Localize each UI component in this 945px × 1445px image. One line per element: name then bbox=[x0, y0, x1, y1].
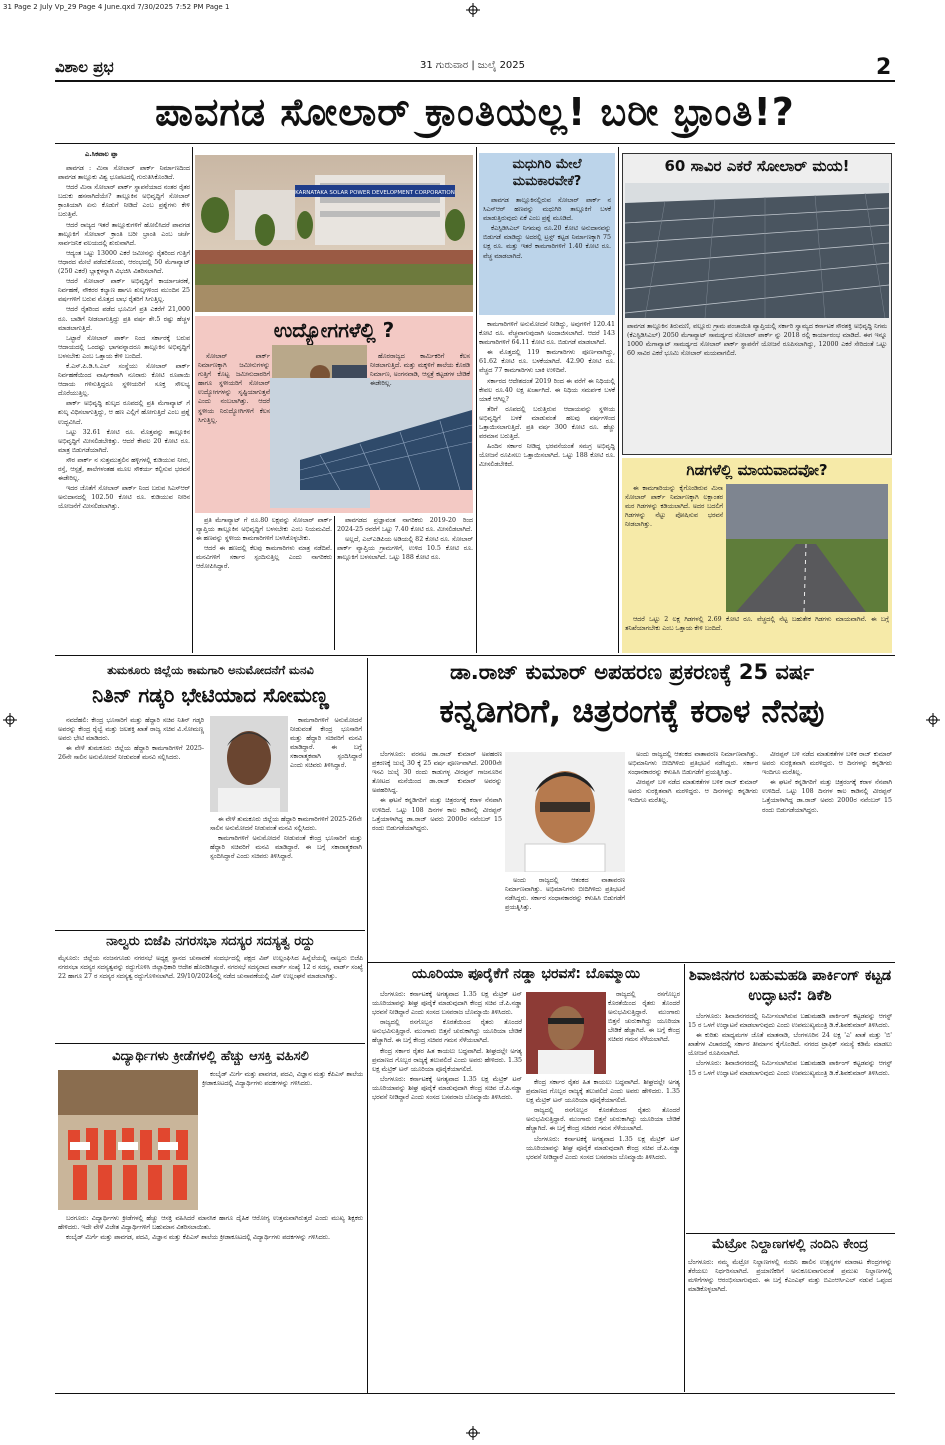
students-headline: ವಿದ್ಯಾರ್ಥಿಗಳು ಕ್ರೀಡೆಗಳಲ್ಲಿ ಹೆಚ್ಚು ಆಸಕ್ತಿ ವಹಿಸಲಿ bbox=[112, 1049, 309, 1064]
paragraph: ಆದ್ಯಂತ ಒಟ್ಟು 13000 ಎಕರೆ ಜಮೀನನ್ನು ರೈತರಿಂದ ಗುತ್ತಿಗೆ ಆಧಾರದ ಮೇಲೆ ಪಡೆದುಕೊಂಡು, ಆರಂಭದಲ್ಲಿ 50 ಮೆಗಾವ್ಯಾಟ್ (250 ಎಕರೆ) ಬ್ಲಾಕ್ಗಳನ್ನಾಗಿ ವಿಭಜಿಸಿ ವಿತರಿಸಲಾಗಿದೆ. bbox=[58, 249, 190, 276]
building-sign: KARNATAKA SOLAR POWER DEVELOPMENT CORPORATION bbox=[295, 190, 455, 196]
lead-lower-column-1 bbox=[196, 516, 332, 648]
paragraph: ಸರ್ಕಾರದ ಆದೇಶದಂತೆ 2019 ರಿಂದ ಈ ವರೆಗೆ ಈ ನಿಧಿಯಲ್ಲಿ ಕೇವಲ ರೂ.40 ಲಕ್ಷ ಖರ್ಚಾಗಿದೆ. ಈ ನಿಧಿಯ ಸಮರ್ಪಕ ಬಳಕೆ ಯಾಕೆ ಆಗಿಲ್ಲ? bbox=[479, 377, 615, 403]
page-number: 2 bbox=[876, 55, 892, 80]
paragraph: ಕಂಬೈಡ್ ಮಿರ್ಗೆ ಮತ್ತು ಪಾವಗಡ, ಪದವಿ, ವಿಜ್ಞಾನ ಮತ್ತು ಕೆಪಿಎಸ್ ಶಾಲೆಯ ಕ್ರೀಡಾಕೂಟದಲ್ಲಿ ವಿದ್ಯಾರ್ಥಿಗಳು ಪದಕಗಳನ್ನು ಗಳಿಸಿದರು. bbox=[66, 1234, 330, 1242]
paragraph: ಈ ಘಟನೆ ಕನ್ನಡಿಗರಿಗೆ ಮತ್ತು ಚಿತ್ರರಂಗಕ್ಕೆ ಕರಾಳ ನೆನಪಾಗಿ ಉಳಿದಿದೆ. ಒಟ್ಟು 108 ದಿನಗಳ ಕಾಲ ಕಾಡಿನಲ್ಲಿ ವೀರಪ್ಪನ್ ಒತ್ತೆಯಾಳಾಗಿದ್ದ ಡಾ.ರಾಜ್ ಅವರು 2000ರ ನವೆಂಬರ್ 15 ರಂದು ಬಿಡುಗಡೆಯಾಗಿದ್ದರು. bbox=[762, 779, 892, 814]
students-text-1 bbox=[202, 1070, 363, 1210]
bommai-photo bbox=[526, 992, 606, 1074]
paragraph: ಆದರೆ ಈ ಹಣದಲ್ಲಿ ಕೆಲವು ಕಾಮಗಾರಿಗಳು ಮಾತ್ರ ನಡೆದಿವೆ. ಮನವಿಗಳಿಗೆ ಸರ್ಕಾರ ಸ್ಪಂದಿಸುತ್ತಿಲ್ಲ ಎಂದು ನಾಗರಿಕರು ಆರೋಪಿಸಿದ್ದಾರೆ. bbox=[196, 545, 332, 571]
paragraph: ಕೇಂದ್ರ ಸರ್ಕಾರ ರೈತರ ಹಿತ ಕಾಯಲು ಬದ್ಧವಾಗಿದೆ. ಶೀಘ್ರದಲ್ಲೇ ಅಗತ್ಯ ಪ್ರಮಾಣದ ಗೊಬ್ಬರ ರಾಜ್ಯಕ್ಕೆ ತಲುಪಲಿದೆ ಎಂದು ಅವರು ಹೇಳಿದರು. 1.35 ಲಕ್ಷ ಮೆಟ್ರಿಕ್ ಟನ್ ಯೂರಿಯಾ ಪೂರೈಕೆಯಾಗಲಿದೆ. bbox=[526, 1079, 680, 1105]
udyoga-text-2 bbox=[370, 352, 470, 507]
paragraph: ಬೆಂಗಳೂರು: ಕರ್ನಾಟಕಕ್ಕೆ ಅಗತ್ಯವಾದ 1.35 ಲಕ್ಷ ಮೆಟ್ರಿಕ್ ಟನ್ ಯೂರಿಯಾವನ್ನು ಶೀಘ್ರ ಪೂರೈಕೆ ಮಾಡುವುದಾಗಿ ಕೇಂದ್ರ ಸಚಿವ ಜೆ.ಪಿ.ನಡ್ಡಾ ಭರವಸೆ ನೀಡಿದ್ದಾರೆ ಎಂದು ಸಂಸದ ಬಸವರಾಜ ಬೊಮ್ಮಾಯಿ ತಿಳಿಸಿದರು. bbox=[372, 1075, 522, 1102]
urea-column-1 bbox=[372, 990, 522, 1390]
road-photo bbox=[726, 484, 888, 612]
paragraph: ಕೆ.ಎಸ್.ಪಿ.ಡಿ.ಸಿ.ಎಲ್ ಸಂಸ್ಥೆಯು ಸೋಲಾರ್ ಪಾರ್ಕ್ ನಿರ್ವಹಣೆಯಿಂದ ವಾರ್ಷಿಕವಾಗಿ ನೂರಾರು ಕೋಟಿ ರೂಪಾಯಿ ಆದಾಯ ಗಳಿಸುತ್ತಿದ್ದರೂ ಸ್ಥಳೀಯರಿಗೆ ಸೂಕ್ತ ಸೌಲಭ್ಯ ದೊರೆಯುತ್ತಿಲ್ಲ. bbox=[58, 362, 190, 398]
urea-headline: ಯೂರಿಯಾ ಪೂರೈಕೆಗೆ ನಡ್ಡಾ ಭರವಸೆ: ಬೊಮ್ಮಾಯಿ bbox=[411, 966, 641, 982]
issue-date: 31 ಗುರುವಾರ | ಜುಲೈ 2025 bbox=[420, 60, 526, 71]
rajkumar-photo bbox=[505, 752, 625, 872]
paragraph: ಅಂದು ರಾಜ್ಯದಲ್ಲಿ ಆತಂಕದ ವಾತಾವರಣ ನಿರ್ಮಾಣವಾಗಿತ್ತು. ಅಭಿಮಾನಿಗಳು ಬೀದಿಗಿಳಿದು ಪ್ರತಿಭಟನೆ ನಡೆಸಿದ್ದರು. ಸರ್ಕಾರ ಸಂಧಾನಕಾರರನ್ನು ಕಳುಹಿಸಿ ಬಿಡುಗಡೆಗೆ ಪ್ರಯತ್ನಿಸಿತ್ತು. bbox=[628, 751, 758, 777]
gida-heading: ಗಿಡಗಳೆಲ್ಲಿ ಮಾಯವಾದವೋ? bbox=[686, 461, 828, 479]
rajkumar-column-1 bbox=[372, 750, 502, 958]
udyoga-heading: ಉದ್ಯೋಗಗಳೆಲ್ಲಿ ? bbox=[273, 318, 395, 342]
paragraph: ವೀರಪ್ಪನ್ ಬಳಿ ನಡೆದ ಮಾತುಕತೆಗಳ ಬಳಿಕ ರಾಜ್ ಕುಮಾರ್ ಅವರು ಸುರಕ್ಷಿತವಾಗಿ ಮರಳಿದ್ದರು. ಆ ದಿನಗಳನ್ನು ಕನ್ನಡಿಗರು ಇಂದಿಗೂ ಮರೆತಿಲ್ಲ. bbox=[762, 751, 892, 777]
shivaji-text bbox=[688, 1012, 892, 1230]
paragraph: ತೆರಿಗೆ ರೂಪದಲ್ಲಿ ಬರುತ್ತಿರುವ ಆದಾಯವನ್ನು ಸ್ಥಳೀಯ ಅಭಿವೃದ್ಧಿಗೆ ಬಳಕೆ ಮಾಡುವಂತೆ ಹಲವು ವರ್ಷಗಳಿಂದ ಒತ್ತಾಯಿಸಲಾಗುತ್ತಿದೆ. ಪ್ರತಿ ವರ್ಷ 300 ಕೋಟಿ ರೂ. ಹೆಚ್ಚು ವರಮಾನ ಬರುತ್ತಿದೆ. bbox=[479, 405, 615, 441]
paragraph: ಆದರೆ ರೈತರಿಂದ ಪಡೆದ ಭೂಮಿಗೆ ಪ್ರತಿ ಎಕರೆಗೆ 21,000 ರೂ. ಬಾಡಿಗೆ ನೀಡಲಾಗುತ್ತಿದ್ದು ಪ್ರತಿ ವರ್ಷ ಶೇ.5 ರಷ್ಟು ಹೆಚ್ಚಳ ಮಾಡಲಾಗುತ್ತಿದೆ. bbox=[58, 306, 190, 332]
paragraph: ಪ್ರತಿ ಮೆಗಾವ್ಯಾಟ್ ಗೆ ರೂ.80 ಲಕ್ಷವನ್ನು ಸೋಲಾರ್ ಪಾರ್ಕ್ ವ್ಯಾಪ್ತಿಯ ತಾಲ್ಲೂಕಿನ ಅಭಿವೃದ್ಧಿಗೆ ಬಳಸಬೇಕು ಎಂಬ ನಿಯಮವಿದೆ. ಈ ಹಣವನ್ನು ಸ್ಥಳೀಯ ಕಾಮಗಾರಿಗಳಿಗೆ ಬಳಸಿಕೊಳ್ಳಬೇಕು. bbox=[196, 517, 332, 543]
paragraph: ಪಾವಗಡ : ಮಿನಾ ಸೋಲಾರ್ ಪಾರ್ಕ್ ನಿರ್ಮಾಣದಿಂದ ಪಾವಗಡ ತಾಲ್ಲೂಕು ವಿಶ್ವ ಭೂಪಟದಲ್ಲಿ ಗುರುತಿಸಿಕೊಂಡಿದೆ. bbox=[58, 165, 190, 182]
paragraph: ಈ ಘಟನೆ ಕನ್ನಡಿಗರಿಗೆ ಮತ್ತು ಚಿತ್ರರಂಗಕ್ಕೆ ಕರಾಳ ನೆನಪಾಗಿ ಉಳಿದಿದೆ. ಒಟ್ಟು 108 ದಿನಗಳ ಕಾಲ ಕಾಡಿನಲ್ಲಿ ವೀರಪ್ಪನ್ ಒತ್ತೆಯಾಳಾಗಿದ್ದ ಡಾ.ರಾಜ್ ಅವರು 2000ರ ನವೆಂಬರ್ 15 ರಂದು ಬಿಡುಗಡೆಯಾಗಿದ್ದರು. bbox=[372, 797, 502, 832]
paragraph: ಹಿಂದಿನ ಸರ್ಕಾರ ನೀಡಿದ್ದ ಭರವಸೆಯಂತೆ ಸಮಗ್ರ ಅಭಿವೃದ್ಧಿ ಯೋಜನೆ ರೂಪಿಸಲು ಒತ್ತಾಯಿಸಲಾಗಿದೆ. ಒಟ್ಟು 188 ಕೋಟಿ ರೂ. ಮೀಸಲಿಡಬೇಕಿದೆ. bbox=[479, 443, 615, 469]
paragraph: ಬೆಂಗಳೂರು: ಶಿವಾಜಿನಗರದಲ್ಲಿ ನಿರ್ಮಿಸಲಾಗಿರುವ ಬಹುಮಹಡಿ ಪಾರ್ಕಿಂಗ್ ಕಟ್ಟಡವನ್ನು ಆಗಸ್ಟ್ 15 ರ ಒಳಗೆ ಉದ್ಘಾಟನೆ ಮಾಡಲಾಗುವುದು ಎಂದು ಉಪಮುಖ್ಯಮಂತ್ರಿ ಡಿ.ಕೆ.ಶಿವಕುಮಾರ್ ತಿಳಿಸಿದರು. bbox=[688, 1013, 892, 1030]
tumkur-kicker: ತುಮಕೂರು ಜಿಲ್ಲೆಯ ಕಾಮಗಾರಿ ಅನುಮೋದನೆಗೆ ಮನವಿ bbox=[107, 663, 314, 677]
paragraph: ಈ ವೇಳೆ ತುಮಕೂರು ಜಿಲ್ಲೆಯ ಹೆದ್ದಾರಿ ಕಾಮಗಾರಿಗಳಿಗೆ 2025-26ನೇ ಸಾಲಿನ ಅನುಮೋದನೆ ನೀಡುವಂತೆ ಮನವಿ ಸಲ್ಲಿಸಿದರು. bbox=[210, 816, 362, 833]
students-text-2 bbox=[58, 1214, 363, 1392]
registration-mark-icon bbox=[466, 3, 480, 17]
madhugiri-heading: ಮಧುಗಿರಿ ಮೇಲೆ ಮಮಕಾರವೇಕೆ? bbox=[512, 157, 582, 189]
paragraph: ಸೋಲಾರ್ ಪಾರ್ಕ್ ನಿರ್ಮಾಣಕ್ಕಾಗಿ ಜಮೀನುಗಳನ್ನು ಗುತ್ತಿಗೆ ಕೊಟ್ಟ ಜಮೀನುದಾರರಿಗೆ ಹಾಗೂ ಸ್ಥಳೀಯರಿಗೆ ಸೋಲಾರ್ ಉದ್ಯೋಗಗಳನ್ನು ಸೃಷ್ಟಿಯಾಗುತ್ತವೆ ಎಂದು ನಂಬಲಾಗಿತ್ತು. ಆದರೆ ಸ್ಥಳೀಯ ನಿರುದ್ಯೋಗಿಗಳಿಗೆ ಕೆಲಸ ಸಿಗುತ್ತಿಲ್ಲ. bbox=[198, 353, 270, 424]
paragraph: ಆದರೆ ಒಟ್ಟು 2 ಲಕ್ಷ ಗಿಡಗಳಲ್ಲಿ 2.69 ಕೋಟಿ ರೂ. ವೆಚ್ಚದಲ್ಲಿ ನೆಟ್ಟ ಬಹುತೇಕ ಗಿಡಗಳು ಮಾಯವಾಗಿವೆ. ಈ ಬಗ್ಗೆ ತನಿಖೆಯಾಗಬೇಕು ಎಂಬ ಒತ್ತಾಯ ಕೇಳಿ ಬಂದಿದೆ. bbox=[625, 616, 889, 633]
rajkumar-kicker: ಡಾ.ರಾಜ್ ಕುಮಾರ್ ಅಪಹರಣ ಪ್ರಕರಣಕ್ಕೆ 25 ವರ್ಷ bbox=[449, 660, 815, 684]
paragraph: ಬೆಂಗಳೂರು: ಶಿವಾಜಿನಗರದಲ್ಲಿ ನಿರ್ಮಿಸಲಾಗಿರುವ ಬಹುಮಹಡಿ ಪಾರ್ಕಿಂಗ್ ಕಟ್ಟಡವನ್ನು ಆಗಸ್ಟ್ 15 ರ ಒಳಗೆ ಉದ್ಘಾಟನೆ ಮಾಡಲಾಗುವುದು ಎಂದು ಉಪಮುಖ್ಯಮಂತ್ರಿ ಡಿ.ಕೆ.ಶಿವಕುಮಾರ್ ತಿಳಿಸಿದರು. bbox=[688, 1060, 892, 1077]
solar-field-photo bbox=[625, 183, 889, 318]
paragraph: ಬೆಂಗಳೂರು: ಕರ್ನಾಟಕಕ್ಕೆ ಅಗತ್ಯವಾದ 1.35 ಲಕ್ಷ ಮೆಟ್ರಿಕ್ ಟನ್ ಯೂರಿಯಾವನ್ನು ಶೀಘ್ರ ಪೂರೈಕೆ ಮಾಡುವುದಾಗಿ ಕೇಂದ್ರ ಸಚಿವ ಜೆ.ಪಿ.ನಡ್ಡಾ ಭರವಸೆ ನೀಡಿದ್ದಾರೆ ಎಂದು ಸಂಸದ ಬಸವರಾಜ ಬೊಮ್ಮಾಯಿ ತಿಳಿಸಿದರು. bbox=[526, 1135, 680, 1161]
paragraph: ಪಾವಗಡದ ಪ್ರಜ್ಞಾವಂತ ನಾಗರಿಕರು 2019-20 ರಿಂದ 2024-25 ರವರೆಗೆ ಒಟ್ಟು 7.40 ಕೋಟಿ ರೂ. ಮೀಸಲಿಡಲಾಗಿದೆ. bbox=[337, 517, 473, 534]
madhugiri-column bbox=[479, 320, 615, 648]
tumkur-column-3 bbox=[210, 815, 362, 928]
paragraph: ಕಾಮಗಾರಿಗಳಿಗೆ ಅನುಮೋದನೆ ನೀಡುವಂತೆ ಕೇಂದ್ರ ಭೂಸಾರಿಗೆ ಮತ್ತು ಹೆದ್ದಾರಿ ಸಚಿವರಿಗೆ ಮನವಿ ಮಾಡಿದ್ದಾರೆ. ಈ ಬಗ್ಗೆ ಸಕಾರಾತ್ಮಕವಾಗಿ ಸ್ಪಂದಿಸಿದ್ದಾರೆ ಎಂದು ಸಚಿವರು ತಿಳಿಸಿದ್ದಾರೆ. bbox=[290, 717, 362, 770]
paragraph: ಈ ಮೊತ್ತದಲ್ಲಿ 119 ಕಾಮಗಾರಿಗಳು ಪೂರ್ಣವಾಗಿದ್ದು, 61.62 ಕೋಟಿ ರೂ. ಬಳಕೆಯಾಗಿದೆ. 42.90 ಕೋಟಿ ರೂ. ವೆಚ್ಚದ 77 ಕಾಮಗಾರಿಗಳು ಬಾಕಿ ಉಳಿದಿವೆ. bbox=[479, 349, 615, 375]
paragraph: ಸೌರ ಪಾರ್ಕ್ ನ ಸುತ್ತಮುತ್ತಲಿನ ಹಳ್ಳಿಗಳಲ್ಲಿ ಕುಡಿಯುವ ನೀರು, ರಸ್ತೆ, ಆಸ್ಪತ್ರೆ, ಶಾಲೆಗಳಂತಹ ಮೂಲ ಸೌಕರ್ಯ ಕಲ್ಪಿಸುವ ಭರವಸೆ ಈಡೇರಿಲ್ಲ. bbox=[58, 456, 190, 483]
paragraph: ಪಾರ್ಕ್ ಅಭಿವೃದ್ಧಿ ಶುಲ್ಕದ ರೂಪದಲ್ಲಿ ಪ್ರತಿ ಮೆಗಾವ್ಯಾಟ್ ಗೆ ಶುಲ್ಕ ವಿಧಿಸಲಾಗುತ್ತಿದ್ದು, ಆ ಹಣ ಎಲ್ಲಿಗೆ ಹೋಗುತ್ತಿದೆ ಎಂಬ ಪ್ರಶ್ನೆ ಉದ್ಭವಿಸಿದೆ. bbox=[58, 400, 190, 426]
paragraph: ಕಾಮಗಾರಿಗಳಿಗೆ ಅನುಮೋದನೆ ನೀಡುವಂತೆ ಕೇಂದ್ರ ಭೂಸಾರಿಗೆ ಮತ್ತು ಹೆದ್ದಾರಿ ಸಚಿವರಿಗೆ ಮನವಿ ಮಾಡಿದ್ದಾರೆ. ಈ ಬಗ್ಗೆ ಸಕಾರಾತ್ಮಕವಾಗಿ ಸ್ಪಂದಿಸಿದ್ದಾರೆ ಎಂದು ಸಚಿವರು ತಿಳಿಸಿದ್ದಾರೆ. bbox=[210, 835, 362, 861]
somanna-photo bbox=[210, 716, 288, 812]
paragraph: ಆದರೆ ರಾಜ್ಯದ ಇತರೆ ತಾಲ್ಲೂಕುಗಳಿಗೆ ಹೋಲಿಸಿದರೆ ಪಾವಗಡ ತಾಲ್ಲೂಕಿಗೆ ಸೋಲಾರ್ ಕ್ರಾಂತಿ ಬರೀ ಭ್ರಾಂತಿ ಎಂಬ ಚರ್ಚೆ ಸಾರ್ವಜನಿಕ ವಲಯದಲ್ಲಿ ಶುರುವಾಗಿದೆ. bbox=[58, 221, 190, 247]
paragraph: ಕೇಂದ್ರ ಸರ್ಕಾರ ರೈತರ ಹಿತ ಕಾಯಲು ಬದ್ಧವಾಗಿದೆ. ಶೀಘ್ರದಲ್ಲೇ ಅಗತ್ಯ ಪ್ರಮಾಣದ ಗೊಬ್ಬರ ರಾಜ್ಯಕ್ಕೆ ತಲುಪಲಿದೆ ಎಂದು ಅವರು ಹೇಳಿದರು. 1.35 ಲಕ್ಷ ಮೆಟ್ರಿಕ್ ಟನ್ ಯೂರಿಯಾ ಪೂರೈಕೆಯಾಗಲಿದೆ. bbox=[372, 1047, 522, 1073]
shivaji-headline: ಶಿವಾಜಿನಗರ ಬಹುಮಹಡಿ ಪಾರ್ಕಿಂಗ್ ಕಟ್ಟಡ ಉದ್ಘಾಟನೆ: ಡಿಕೆಶಿ bbox=[688, 968, 892, 1004]
paragraph: ಹೊರರಾಜ್ಯದ ಕಾರ್ಮಿಕರಿಗೆ ಕೆಲಸ ನೀಡಲಾಗುತ್ತಿದೆ. ಮತ್ತು ಮಕ್ಕಳಿಗೆ ಶಾಲೆಯ ಕೊಠಡಿ ನಿರ್ಮಾಣ, ಅಂಗನವಾಡಿ, ಆಸ್ಪತ್ರೆ ಕಟ್ಟಡಗಳ ಬೇಡಿಕೆ ಈಡೇರಿಲ್ಲ. bbox=[370, 353, 470, 388]
paragraph: ಇದರ ಜೊತೆಗೆ ಸೋಲಾರ್ ಪಾರ್ಕ್ ನಿಂದ ಬರುವ ಸಿಎಸ್ಆರ್ ಅನುದಾನದಲ್ಲಿ 102.50 ಕೋಟಿ ರೂ. ಕುಡಿಯುವ ನೀರಿನ ಯೋಜನೆಗೆ ಮೀಸಲಿಡಲಾಗಿತ್ತು. bbox=[58, 485, 190, 511]
print-slug: 31 Page 2 July Vp_29 Page 4 June.qxd 7/30/2025 7:52 PM Page 1 bbox=[3, 3, 230, 11]
paper-name: ವಿಶಾಲ ಪ್ರಭ bbox=[55, 58, 114, 76]
urea-column-3 bbox=[526, 1078, 680, 1390]
paragraph: ರಾಜ್ಯದಲ್ಲಿ ರಸಗೊಬ್ಬರ ಕೊರತೆಯಿಂದ ರೈತರು ತೊಂದರೆ ಅನುಭವಿಸುತ್ತಿದ್ದಾರೆ. ಮುಂಗಾರು ಬಿತ್ತನೆ ಚುರುಕಾಗಿದ್ದು ಯೂರಿಯಾ ಬೇಡಿಕೆ ಹೆಚ್ಚಾಗಿದೆ. ಈ ಬಗ್ಗೆ ಕೇಂದ್ರ ಸಚಿವರ ಗಮನ ಸೆಳೆಯಲಾಗಿದೆ. bbox=[372, 1019, 522, 1045]
paragraph: ನವದೆಹಲಿ: ಕೇಂದ್ರ ಭೂಸಾರಿಗೆ ಮತ್ತು ಹೆದ್ದಾರಿ ಸಚಿವ ನಿತಿನ್ ಗಡ್ಕರಿ ಅವರನ್ನು ಕೇಂದ್ರ ರೈಲ್ವೆ ಮತ್ತು ಜಲಶಕ್ತಿ ಖಾತೆ ರಾಜ್ಯ ಸಚಿವ ವಿ.ಸೋಮಣ್ಣ ಅವರು ಭೇಟಿ ಮಾಡಿದರು. bbox=[58, 717, 204, 743]
paragraph: ಒಟ್ಟಾರೆ ಸೋಲಾರ್ ಪಾರ್ಕ್ ನಿಂದ ಸರ್ಕಾರಕ್ಕೆ ಬರುವ ಆದಾಯದಲ್ಲಿ ಒಂದಷ್ಟು ಭಾಗವನ್ನಾದರೂ ತಾಲ್ಲೂಕಿನ ಅಭಿವೃದ್ಧಿಗೆ ಬಳಸಬೇಕು ಎಂಬ ಒತ್ತಾಯ ಕೇಳಿ ಬಂದಿದೆ. bbox=[58, 334, 190, 360]
urea-column-2 bbox=[608, 990, 680, 1074]
registration-mark-icon bbox=[466, 1426, 480, 1440]
rajkumar-column-2 bbox=[505, 876, 625, 958]
paragraph: ಪಾವಗಡ ತಾಲ್ಲೂಕಿನಲ್ಲಿರುವ ಸೋಲಾರ್ ಪಾರ್ಕ್ ನ ಸಿಎಸ್ಆರ್ ಹಣವನ್ನು ಮಧುಗಿರಿ ತಾಲ್ಲೂಕಿಗೆ ಬಳಕೆ ಮಾಡುತ್ತಿರುವುದು ಏಕೆ ಎಂಬ ಪ್ರಶ್ನೆ ಮೂಡಿದೆ. bbox=[483, 197, 611, 223]
rajkumar-headline: ಕನ್ನಡಿಗರಿಗೆ, ಚಿತ್ರರಂಗಕ್ಕೆ ಕರಾಳ ನೆನಪು bbox=[439, 692, 825, 730]
paragraph: ಬೆಂಗಳೂರು: ವರನಟ ಡಾ.ರಾಜ್ ಕುಮಾರ್ ಅಪಹರಣ ಪ್ರಕರಣಕ್ಕೆ ಜುಲೈ 30 ಕ್ಕೆ 25 ವರ್ಷ ಪೂರ್ಣವಾಗಿದೆ. 2000ನೇ ಇಸವಿ ಜುಲೈ 30 ರಂದು ಕಾಡುಗಳ್ಳ ವೀರಪ್ಪನ್ ಗಾಜನೂರಿನ ತೋಟದ ಮನೆಯಿಂದ ಡಾ.ರಾಜ್ ಕುಮಾರ್ ಅವರನ್ನು ಅಪಹರಿಸಿದ್ದ. bbox=[372, 751, 502, 795]
paragraph: ಕೆಎಸ್ಪಿಡಿಸಿಎಲ್ ನಿಗಮವು ರೂ.20 ಕೋಟಿ ಅನುದಾನವನ್ನು ಬಿಡುಗಡೆ ಮಾಡಿದ್ದು ಅದರಲ್ಲಿ ಟ್ರಸ್ಟ್ ಕಟ್ಟಡ ನಿರ್ಮಾಣಕ್ಕಾಗಿ 75 ಲಕ್ಷ ರೂ. ಮತ್ತು ಇತರೆ ಕಾಮಗಾರಿಗಳಿಗೆ 1.40 ಕೋಟಿ ರೂ. ವೆಚ್ಚ ಮಾಡಲಾಗಿದೆ. bbox=[483, 225, 611, 260]
metro-text: ಬೆಂಗಳೂರು: ನಮ್ಮ ಮೆಟ್ರೋ ನಿಲ್ದಾಣಗಳಲ್ಲಿ ನಂದಿನಿ ಹಾಲಿನ ಉತ್ಪನ್ನಗಳ ಮಾರಾಟ ಕೇಂದ್ರಗಳನ್ನು ತೆರೆಯಲು ನಿರ್ಧರಿಸಲಾಗಿದೆ. ಪ್ರಯಾಣಿಕರಿಗೆ ಅನುಕೂಲವಾಗುವಂತೆ ಪ್ರಮುಖ ನಿಲ್ದಾಣಗಳಲ್ಲಿ ಮಳಿಗೆಗಳನ್ನು ಆರಂಭಿಸಲಾಗುವುದು. ಈ ಬಗ್ಗೆ ಕೆಎಂಎಫ್ ಮತ್ತು ಬಿಎಂಆರ್ಸಿಎಲ್ ನಡುವೆ ಒಪ್ಪಂದ ಮಾಡಿಕೊಳ್ಳಲಾಗಿದೆ. bbox=[688, 1259, 892, 1294]
metro-headline: ಮೆಟ್ರೋ ನಿಲ್ದಾಣಗಳಲ್ಲಿ ನಂದಿನಿ ಕೇಂದ್ರ bbox=[711, 1237, 869, 1252]
paragraph: ರಾಜ್ಯದಲ್ಲಿ ರಸಗೊಬ್ಬರ ಕೊರತೆಯಿಂದ ರೈತರು ತೊಂದರೆ ಅನುಭವಿಸುತ್ತಿದ್ದಾರೆ. ಮುಂಗಾರು ಬಿತ್ತನೆ ಚುರುಕಾಗಿದ್ದು ಯೂರಿಯಾ ಬೇಡಿಕೆ ಹೆಚ್ಚಾಗಿದೆ. ಈ ಬಗ್ಗೆ ಕೇಂದ್ರ ಸಚಿವರ ಗಮನ ಸೆಳೆಯಲಾಗಿದೆ. bbox=[526, 1107, 680, 1133]
tumkur-headline: ನಿತಿನ್ ಗಡ್ಕರಿ ಭೇಟಿಯಾದ ಸೋಮಣ್ಣ bbox=[92, 683, 329, 707]
paragraph: ಈ ಕಾಮಗಾರಿಯನ್ನು ಕೈಗೊಂಡಿರುವ ಮಿನಾ ಸೋಲಾರ್ ಪಾರ್ಕ್ ನಿರ್ಮಾಣಕ್ಕಾಗಿ ಲಕ್ಷಾಂತರ ಮರ ಗಿಡಗಳನ್ನು ಕಡಿಯಲಾಗಿದೆ. ಅದರ ಬದಲಿಗೆ ಗಿಡಗಳನ್ನು ನೆಟ್ಟು ಪೋಷಿಸುವ ಭರವಸೆ ನೀಡಲಾಗಿತ್ತು. bbox=[625, 485, 723, 529]
paragraph: ಕಾಮಗಾರಿಗಳಿಗೆ ಅನುಮೋದನೆ ನೀಡಿದ್ದು, ಅವುಗಳಿಗೆ 120.41 ಕೋಟಿ ರೂ. ವೆಚ್ಚವಾಗುವುದಾಗಿ ಅಂದಾಜಿಸಲಾಗಿದೆ. ಆದರೆ 143 ಕಾಮಗಾರಿಗಳಿಗೆ 64.11 ಕೋಟಿ ರೂ. ಬಿಡುಗಡೆ ಮಾಡಲಾಗಿದೆ. bbox=[479, 321, 615, 347]
paragraph: ಅಂದು ರಾಜ್ಯದಲ್ಲಿ ಆತಂಕದ ವಾತಾವರಣ ನಿರ್ಮಾಣವಾಗಿತ್ತು. ಅಭಿಮಾನಿಗಳು ಬೀದಿಗಿಳಿದು ಪ್ರತಿಭಟನೆ ನಡೆಸಿದ್ದರು. ಸರ್ಕಾರ ಸಂಧಾನಕಾರರನ್ನು ಕಳುಹಿಸಿ ಬಿಡುಗಡೆಗೆ ಪ್ರಯತ್ನಿಸಿತ್ತು. bbox=[505, 877, 625, 912]
udyoga-text bbox=[198, 352, 270, 510]
solar-corporation-photo bbox=[195, 155, 473, 312]
lead-lower-column-2 bbox=[337, 516, 473, 648]
paragraph: ಈ ಕುರಿತು ಮಾಧ್ಯಮಗಳ ಜೊತೆ ಮಾತನಾಡಿ, ಬೆಂಗಳೂರಿನ 24 ಲಕ್ಷ 'ಎ' ಖಾತೆ ಮತ್ತು 'ಬಿ' ಖಾತೆಗಳ ವಿಚಾರದಲ್ಲಿ ಸರ್ಕಾರ ತೀರ್ಮಾನ ಕೈಗೊಂಡಿದೆ. ನಗರದ ಟ್ರಾಫಿಕ್ ಸಮಸ್ಯೆ ಕಡಿಮೆ ಮಾಡಲು ಯೋಜನೆ ರೂಪಿಸಲಾಗಿದೆ. bbox=[688, 1032, 892, 1058]
paragraph: ಆದರೆ ಸೋಲಾರ್ ಪಾರ್ಕ್ ಅಭಿವೃದ್ಧಿಗೆ ಕಾರ್ಯಾಚರಣೆ, ನಿರ್ವಹಣೆ, ನೌಕರರ ಕಲ್ಯಾಣ ಹಾಗೂ ಶುಲ್ಕಗಳಿಂದ ಮುಂದಿನ 25 ವರ್ಷಗಳಿಗೆ ಬರುವ ಮೊತ್ತದ ಲಾಭ ರೈತರಿಗೆ ಸಿಗುತ್ತಿಲ್ಲ. bbox=[58, 278, 190, 304]
tumkur-column-1 bbox=[58, 716, 204, 928]
madhugiri-text bbox=[483, 196, 611, 312]
rajkumar-column-3 bbox=[628, 750, 758, 958]
acres-heading: 60 ಸಾವಿರ ಎಕರೆ ಸೋಲಾರ್ ಮಯ! bbox=[664, 157, 850, 175]
acres-text: ಪಾವಗಡ ತಾಲ್ಲೂಕಿನ ತಿರುಮಣಿ, ವಲ್ಲೂರು ಗ್ರಾಮ ಪಂಚಾಯಿತಿ ವ್ಯಾಪ್ತಿಯಲ್ಲಿ ಸರ್ಕಾರಿ ಸ್ವಾಮ್ಯದ ಕರ್ನಾಟಕ ಸೌರಶಕ್ತಿ ಅಭಿವೃದ್ಧಿ ನಿಗಮ (ಕೆಎಸ್ಪಿಡಿಸಿಎಲ್) 2050 ಮೆಗಾವ್ಯಾಟ್ ಸಾಮರ್ಥ್ಯದ ಸೋಲಾರ್ ಪಾರ್ಕ್ ನ್ನು 2018 ರಲ್ಲಿ ಕಾರ್ಯಾರಂಭ ಮಾಡಿದೆ. ಈಗ ಇನ್ನೂ 1000 ಮೆಗಾವ್ಯಾಟ್ ಸಾಮರ್ಥ್ಯದ ಸೋಲಾರ್ ಪಾರ್ಕ್ ಸ್ಥಾಪನೆಗೆ ಯೋಜನೆ ರೂಪಿಸಲಾಗಿದ್ದು, 12000 ಎಕರೆ ಸೇರಿದಂತೆ ಒಟ್ಟು 60 ಸಾವಿರ ಎಕರೆ ಭೂಮಿ ಸೋಲಾರ್ ಮಯವಾಗಲಿದೆ. bbox=[627, 323, 887, 358]
lead-column-1 bbox=[58, 164, 190, 650]
gida-text bbox=[625, 484, 723, 614]
paragraph: ಬೆಂಗಳೂರು: ಕರ್ನಾಟಕಕ್ಕೆ ಅಗತ್ಯವಾದ 1.35 ಲಕ್ಷ ಮೆಟ್ರಿಕ್ ಟನ್ ಯೂರಿಯಾವನ್ನು ಶೀಘ್ರ ಪೂರೈಕೆ ಮಾಡುವುದಾಗಿ ಕೇಂದ್ರ ಸಚಿವ ಜೆ.ಪಿ.ನಡ್ಡಾ ಭರವಸೆ ನೀಡಿದ್ದಾರೆ ಎಂದು ಸಂಸದ ಬಸವರಾಜ ಬೊಮ್ಮಾಯಿ ತಿಳಿಸಿದರು. bbox=[372, 991, 522, 1017]
nagarasabha-headline: ನಾಲ್ವರು ಬಿಜೆಪಿ ನಗರಸಭಾ ಸದಸ್ಯರ ಸದಸ್ಯತ್ವ ರದ್ದು bbox=[106, 934, 315, 949]
rajkumar-column-4 bbox=[762, 750, 892, 958]
registration-mark-icon bbox=[926, 713, 940, 727]
paragraph: ವೀರಪ್ಪನ್ ಬಳಿ ನಡೆದ ಮಾತುಕತೆಗಳ ಬಳಿಕ ರಾಜ್ ಕುಮಾರ್ ಅವರು ಸುರಕ್ಷಿತವಾಗಿ ಮರಳಿದ್ದರು. ಆ ದಿನಗಳನ್ನು ಕನ್ನಡಿಗರು ಇಂದಿಗೂ ಮರೆತಿಲ್ಲ. bbox=[628, 779, 758, 805]
paragraph: ಬರಗೂರು: ವಿದ್ಯಾರ್ಥಿಗಳು ಕ್ರೀಡೆಗಳಲ್ಲಿ ಹೆಚ್ಚು ಆಸಕ್ತಿ ವಹಿಸಿದರೆ ಮಾನಸಿಕ ಹಾಗೂ ದೈಹಿಕ ಆರೋಗ್ಯ ಉತ್ತಮವಾಗಿರುತ್ತದೆ ಎಂದು ಮುಖ್ಯ ಶಿಕ್ಷಕರು ಹೇಳಿದರು. ಇದೇ ವೇಳೆ ವಿಜೇತ ವಿದ್ಯಾರ್ಥಿಗಳಿಗೆ ಬಹುಮಾನ ವಿತರಿಸಲಾಯಿತು. bbox=[58, 1215, 363, 1232]
lead-byline: ಎ.ಸಿಕವಾಲ ಪ್ಪಾ bbox=[85, 150, 118, 158]
students-photo bbox=[58, 1070, 198, 1210]
paragraph: ಅಲ್ಲದೆ, ಎಲ್ಎಡಿಪಿಯ ಅಡಿಯಲ್ಲಿ 82 ಕೋಟಿ ರೂ. ಸೋಲಾರ್ ಪಾರ್ಕ್ ವ್ಯಾಪ್ತಿಯ ಗ್ರಾಮಗಳಿಗೆ, ಉಳಿದ 10.5 ಕೋಟಿ ರೂ. ತಾಲ್ಲೂಕಿಗೆ ಬಳಸಲಾಗಿದೆ. ಒಟ್ಟು 188 ಕೋಟಿ ರೂ. bbox=[337, 536, 473, 562]
registration-mark-icon bbox=[3, 713, 17, 727]
paragraph: ಈ ವೇಳೆ ತುಮಕೂರು ಜಿಲ್ಲೆಯ ಹೆದ್ದಾರಿ ಕಾಮಗಾರಿಗಳಿಗೆ 2025-26ನೇ ಸಾಲಿನ ಅನುಮೋದನೆ ನೀಡುವಂತೆ ಮನವಿ ಸಲ್ಲಿಸಿದರು. bbox=[58, 745, 204, 762]
paragraph: ಆದರೆ ಮಿನಾ ಸೋಲಾರ್ ಪಾರ್ಕ್ ಸ್ಥಾಪನೆಯಾದ ನಂತರ ರೈತರ ಬದುಕು ಹಸನಾಗಿದೆಯೇ? ತಾಲ್ಲೂಕಿನ ಅಭಿವೃದ್ಧಿಗೆ ಸೋಲಾರ್ ಕ್ರಾಂತಿಯಾಗಿ ಏನು ಕೊಡುಗೆ ನೀಡಿದೆ ಎಂಬ ಪ್ರಶ್ನೆಗಳು ಕೇಳಿ ಬರುತ್ತಿವೆ. bbox=[58, 184, 190, 219]
gida-text-2 bbox=[625, 615, 889, 650]
paragraph: ಕಂಬೈಡ್ ಮಿರ್ಗೆ ಮತ್ತು ಪಾವಗಡ, ಪದವಿ, ವಿಜ್ಞಾನ ಮತ್ತು ಕೆಪಿಎಸ್ ಶಾಲೆಯ ಕ್ರೀಡಾಕೂಟದಲ್ಲಿ ವಿದ್ಯಾರ್ಥಿಗಳು ಪದಕಗಳನ್ನು ಗಳಿಸಿದರು. bbox=[202, 1071, 363, 1088]
paragraph: ರಾಜ್ಯದಲ್ಲಿ ರಸಗೊಬ್ಬರ ಕೊರತೆಯಿಂದ ರೈತರು ತೊಂದರೆ ಅನುಭವಿಸುತ್ತಿದ್ದಾರೆ. ಮುಂಗಾರು ಬಿತ್ತನೆ ಚುರುಕಾಗಿದ್ದು ಯೂರಿಯಾ ಬೇಡಿಕೆ ಹೆಚ್ಚಾಗಿದೆ. ಈ ಬಗ್ಗೆ ಕೇಂದ್ರ ಸಚಿವರ ಗಮನ ಸೆಳೆಯಲಾಗಿದೆ. bbox=[608, 991, 680, 1044]
tumkur-column-2 bbox=[290, 716, 362, 812]
nagarasabha-text: ಮೈಸೂರು: ಜಿಲ್ಲೆಯ ನಂಜನಗೂಡು ನಗರಸಭೆ ಅಧ್ಯಕ್ಷ ಸ್ಥಾನದ ಚುನಾವಣೆ ಸಂದರ್ಭದಲ್ಲಿ ಪಕ್ಷದ ವಿಪ್ ಉಲ್ಲಂಘಿಸಿದ ಹಿನ್ನೆಲೆಯಲ್ಲಿ ನಾಲ್ವರು ಬಿಜೆಪಿ ನಗರಸಭಾ ಸದಸ್ಯರ ಸದಸ್ಯತ್ವವನ್ನು ರದ್ದುಗೊಳಿಸಿ ಜಿಲ್ಲಾಧಿಕಾರಿ ಆದೇಶ ಹೊರಡಿಸಿದ್ದಾರೆ. ನಗರಸಭೆ ಸದಸ್ಯರಾದ ವಾರ್ಡ್ ಸಂಖ್ಯೆ 12 ರ ಸದಸ್ಯ, ವಾರ್ಡ್ ಸಂಖ್ಯೆ 22 ಹಾಗೂ 27 ರ ಸದಸ್ಯರ ಸದಸ್ಯತ್ವ ರದ್ದುಗೊಳಿಸಲಾಗಿದೆ. 29/10/2024ರಲ್ಲಿ ನಡೆದ ಚುನಾವಣೆಯಲ್ಲಿ ವಿಪ್ ಉಲ್ಲಂಘನೆ ಮಾಡಲಾಗಿತ್ತು. bbox=[58, 955, 363, 981]
paragraph: ಒಟ್ಟು 32.61 ಕೋಟಿ ರೂ. ಮೊತ್ತವನ್ನು ತಾಲ್ಲೂಕಿನ ಅಭಿವೃದ್ಧಿಗೆ ಮೀಸಲಿಡಬೇಕಿತ್ತು. ಆದರೆ ಕೇವಲ 20 ಕೋಟಿ ರೂ. ಮಾತ್ರ ಬಿಡುಗಡೆಯಾಗಿದೆ. bbox=[58, 428, 190, 454]
lead-headline: ಪಾವಗಡ ಸೋಲಾರ್ ಕ್ರಾಂತಿಯಲ್ಲ! ಬರೀ ಭ್ರಾಂತಿ!? bbox=[155, 90, 795, 134]
